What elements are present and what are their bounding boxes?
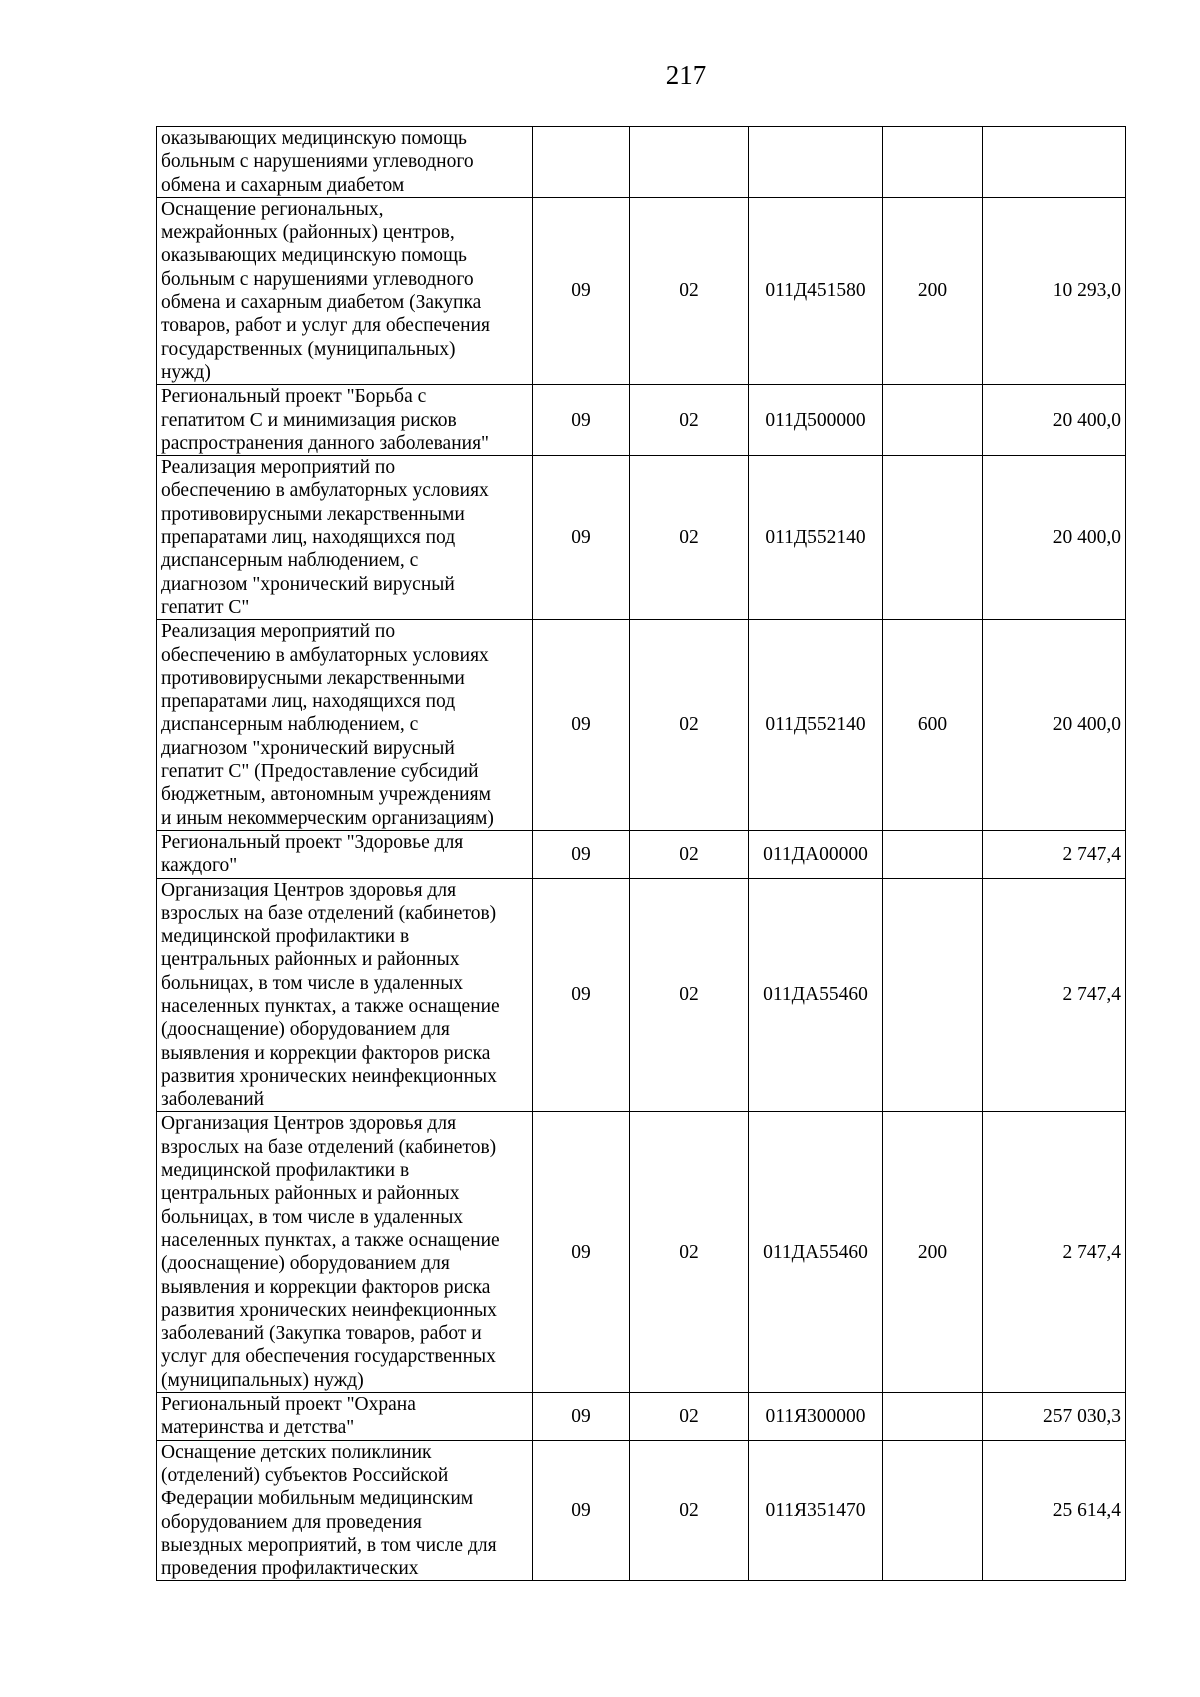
section-code: 09 (533, 830, 630, 878)
description-line: распространения данного заболевания" (161, 432, 490, 454)
description-line: населенных пунктах, а также оснащение (161, 995, 500, 1017)
description-line: (дооснащение) оборудованием для (161, 1253, 450, 1275)
description-line: (муниципальных) нужд) (161, 1369, 364, 1391)
description-line: развития хронических неинфекционных (161, 1299, 497, 1321)
description-line: и иным некоммерческим организациям) (161, 807, 494, 829)
description-line: проведения профилактических (161, 1558, 419, 1580)
description-line: (дооснащение) оборудованием для (161, 1019, 450, 1041)
description-line: заболеваний (161, 1089, 265, 1111)
amount-value: 20 400,0 (983, 385, 1126, 456)
description-line: Организация Центров здоровья для (161, 1113, 457, 1135)
description-line: выявления и коррекции факторов риска (161, 1042, 491, 1064)
section-code: 09 (533, 385, 630, 456)
expense-type-code (883, 1440, 983, 1581)
description-line: взрослых на базе отделений (кабинетов) (161, 1136, 497, 1158)
section-code: 09 (533, 1393, 630, 1441)
table-row (157, 878, 1126, 1112)
target-article-code: 011ДА00000 (749, 830, 883, 878)
row-description (157, 878, 533, 1112)
description-line: товаров, работ и услуг для обеспечения (161, 315, 490, 337)
description-line: больницах, в том числе в удаленных (161, 972, 464, 994)
description-line: гепатитом С и минимизация рисков (161, 409, 457, 431)
table-body (157, 127, 1126, 1581)
target-article-code: 011Я300000 (749, 1393, 883, 1441)
description-line: больным с нарушениями углеводного (161, 151, 474, 173)
expense-type-code: 600 (883, 620, 983, 831)
description-line: нужд) (161, 361, 211, 383)
subsection-code: 02 (630, 620, 749, 831)
expense-type-code: 200 (883, 1112, 983, 1393)
description-line: Реализация мероприятий по (161, 457, 396, 479)
description-line: обмена и сахарным диабетом (161, 174, 405, 196)
table-row (157, 1440, 1126, 1581)
expense-type-code: 200 (883, 197, 983, 384)
description-line: Федерации мобильным медицинским (161, 1488, 474, 1510)
subsection-code: 02 (630, 830, 749, 878)
description-line: противовирусными лекарственными (161, 667, 465, 689)
target-article-code: 011ДА55460 (749, 1112, 883, 1393)
section-code: 09 (533, 197, 630, 384)
row-description (157, 620, 533, 831)
description-line: центральных районных и районных (161, 949, 460, 971)
row-description (157, 385, 533, 456)
description-line: межрайонных (районных) центров, (161, 222, 455, 244)
subsection-code: 02 (630, 385, 749, 456)
section-code: 09 (533, 456, 630, 620)
amount-value: 257 030,3 (983, 1393, 1126, 1441)
description-line: государственных (муниципальных) (161, 338, 456, 360)
description-line: каждого" (161, 855, 238, 877)
description-line: населенных пунктах, а также оснащение (161, 1229, 500, 1251)
description-line: гепатит С" (Предоставление субсидий (161, 761, 479, 783)
subsection-code: 02 (630, 456, 749, 620)
subsection-code: 02 (630, 197, 749, 384)
table-row (157, 1112, 1126, 1393)
page-number: 217 (665, 60, 707, 90)
description-line: больным с нарушениями углеводного (161, 268, 474, 290)
description-line: оборудованием для проведения (161, 1511, 422, 1533)
description-line: препаратами лиц, находящихся под (161, 527, 456, 549)
description-line: Региональный проект "Борьба с (161, 386, 427, 408)
target-article-code: 011Д500000 (749, 385, 883, 456)
description-line: Организация Центров здоровья для (161, 879, 457, 901)
section-code: 09 (533, 1112, 630, 1393)
row-description (157, 197, 533, 384)
target-article-code: 011Д552140 (749, 620, 883, 831)
table-row (157, 197, 1126, 384)
target-article-code (749, 127, 883, 198)
description-line: выездных мероприятий, в том числе для (161, 1534, 497, 1556)
description-line: Оснащение детских поликлиник (161, 1441, 432, 1463)
target-article-code: 011Д552140 (749, 456, 883, 620)
expense-type-code (883, 456, 983, 620)
row-description (157, 830, 533, 878)
description-line: центральных районных и районных (161, 1183, 460, 1205)
description-line: Оснащение региональных, (161, 198, 384, 220)
expense-type-code (883, 385, 983, 456)
row-description (157, 1112, 533, 1393)
target-article-code: 011Я351470 (749, 1440, 883, 1581)
section-code: 09 (533, 620, 630, 831)
target-article-code: 011ДА55460 (749, 878, 883, 1112)
subsection-code: 02 (630, 1440, 749, 1581)
subsection-code: 02 (630, 1393, 749, 1441)
description-line: диагнозом "хронический вирусный (161, 573, 455, 595)
description-line: (отделений) субъектов Российской (161, 1464, 449, 1486)
description-line: оказывающих медицинскую помощь (161, 128, 467, 149)
description-line: диагнозом "хронический вирусный (161, 737, 455, 759)
amount-value: 10 293,0 (983, 197, 1126, 384)
section-code: 09 (533, 878, 630, 1112)
description-line: Региональный проект "Здоровье для (161, 831, 464, 853)
description-line: диспансерным наблюдением, с (161, 714, 419, 736)
amount-value: 20 400,0 (983, 620, 1126, 831)
description-line: Региональный проект "Охрана (161, 1394, 416, 1416)
description-line: заболеваний (Закупка товаров, работ и (161, 1323, 482, 1345)
budget-table (156, 126, 1126, 1581)
description-line: препаратами лиц, находящихся под (161, 691, 456, 713)
subsection-code (630, 127, 749, 198)
description-line: диспансерным наблюдением, с (161, 550, 419, 572)
description-line: услуг для обеспечения государственных (161, 1346, 496, 1368)
description-line: гепатит С" (161, 596, 250, 618)
expense-type-code (883, 1393, 983, 1441)
section-code (533, 127, 630, 198)
description-line: материнства и детства" (161, 1417, 355, 1439)
expense-type-code (883, 830, 983, 878)
amount-value: 20 400,0 (983, 456, 1126, 620)
amount-value: 2 747,4 (983, 830, 1126, 878)
table-row (157, 1393, 1126, 1441)
description-line: бюджетным, автономным учреждениям (161, 784, 491, 806)
description-line: обмена и сахарным диабетом (Закупка (161, 292, 482, 314)
description-line: Реализация мероприятий по (161, 621, 396, 643)
amount-value: 25 614,4 (983, 1440, 1126, 1581)
description-line: взрослых на базе отделений (кабинетов) (161, 902, 497, 924)
row-description (157, 1393, 533, 1441)
table-row (157, 456, 1126, 620)
subsection-code: 02 (630, 878, 749, 1112)
description-line: противовирусными лекарственными (161, 503, 465, 525)
expense-type-code (883, 878, 983, 1112)
description-line: больницах, в том числе в удаленных (161, 1206, 464, 1228)
amount-value (983, 127, 1126, 198)
row-description (157, 456, 533, 620)
row-description (157, 1440, 533, 1581)
table-row (157, 620, 1126, 831)
description-line: развития хронических неинфекционных (161, 1065, 497, 1087)
description-line: медицинской профилактики в (161, 1160, 410, 1182)
description-line: обеспечению в амбулаторных условиях (161, 644, 489, 666)
description-line: оказывающих медицинскую помощь (161, 245, 467, 267)
description-line: обеспечению в амбулаторных условиях (161, 480, 489, 502)
target-article-code: 011Д451580 (749, 197, 883, 384)
section-code: 09 (533, 1440, 630, 1581)
description-line: выявления и коррекции факторов риска (161, 1276, 491, 1298)
table-row (157, 830, 1126, 878)
table-row (157, 127, 1126, 198)
row-description (157, 127, 533, 198)
description-line: медицинской профилактики в (161, 926, 410, 948)
expense-type-code (883, 127, 983, 198)
amount-value: 2 747,4 (983, 1112, 1126, 1393)
amount-value: 2 747,4 (983, 878, 1126, 1112)
subsection-code: 02 (630, 1112, 749, 1393)
table-row (157, 385, 1126, 456)
